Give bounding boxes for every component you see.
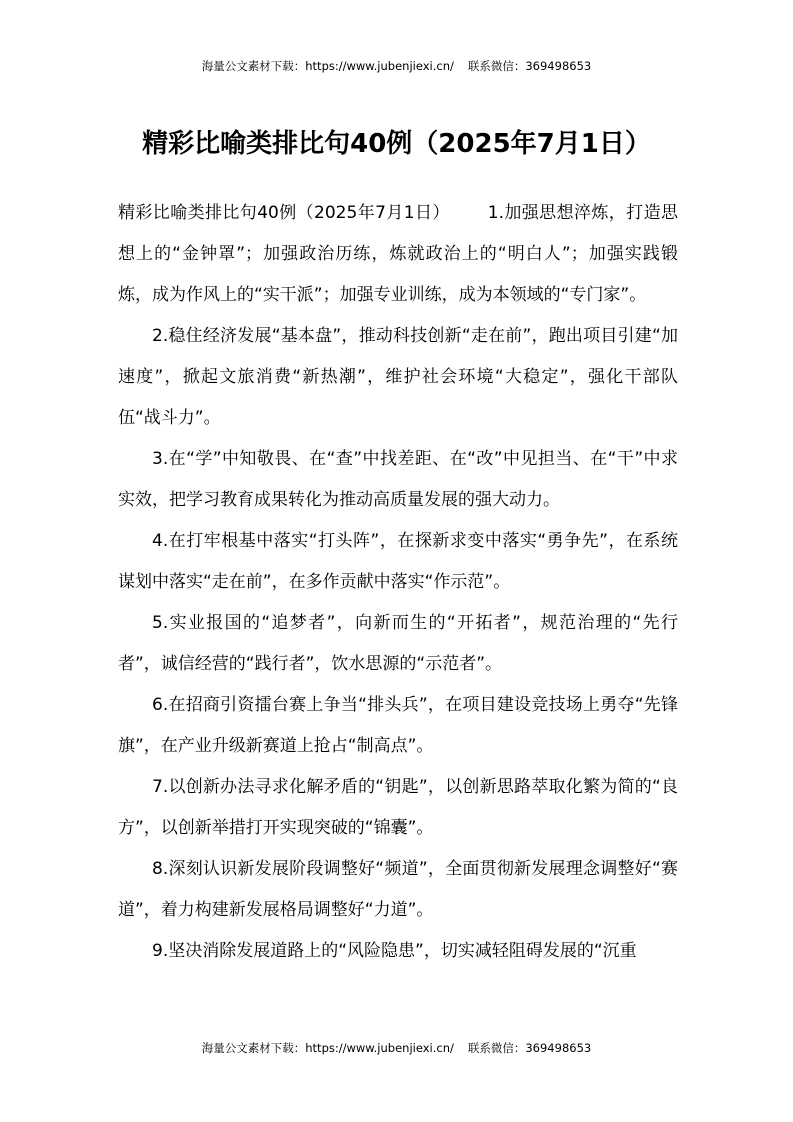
paragraph-7: 7.以创新办法寻求化解矛盾的“钥匙”，以创新思路萃取化繁为简的“良方”，以创新举措打开实现突破的“锦囊”。 [118, 777, 678, 838]
page-footer [0, 1040, 793, 1056]
footer-wechat-text: 联系微信：369498653 [467, 1041, 592, 1055]
paragraph-1 [118, 193, 678, 316]
paragraph-6: 6.在招商引资擂台赛上争当“排头兵”，在项目建设竞技场上勇夺“先锋旗”，在产业升级新赛道上抢占“制高点”。 [118, 695, 678, 756]
document-title: 精彩比喻类排比句40例（2025年7月1日） [142, 129, 651, 159]
paragraph-9: 9.坚决消除发展道路上的“风险隐患”，切实减轻阻碍发展的“沉重 [152, 941, 637, 961]
paragraph-5: 5.实业报国的“追梦者”，向新而生的“开拓者”，规范治理的“先行者”，诚信经营的“践行者”，饮水思源的“示范者”。 [118, 613, 678, 674]
intro-title: 精彩比喻类排比句40例（2025年7月1日） [118, 203, 450, 223]
header-download-text: 海量公文素材下载：https://www.jubenjiexi.cn/ [201, 59, 454, 73]
document-body [118, 193, 678, 972]
paragraph-3: 3.在“学”中知敬畏、在“查”中找差距、在“改”中见担当、在“干”中求实效，把学习教育成果转化为推动高质量发展的强大动力。 [118, 449, 678, 510]
paragraph-2: 2.稳住经济发展“基本盘”，推动科技创新“走在前”，跑出项目引建“加速度”，掀起文旅消费“新热潮”，维护社会环境“大稳定”，强化干部队伍“战斗力”。 [118, 326, 678, 428]
header-wechat-text: 联系微信：369498653 [467, 59, 592, 73]
paragraph-1-text: 1.加强思想淬炼，打造思想上的“金钟罩”；加强政治历练，炼就政治上的“明白人”；加强实践锻炼，成为作风上的“实干派”；加强专业训练，成为本领域的“专门家”。 [118, 203, 678, 305]
footer-download-text: 海量公文素材下载：https://www.jubenjiexi.cn/ [201, 1041, 454, 1055]
paragraph-8: 8.深刻认识新发展阶段调整好“频道”，全面贯彻新发展理念调整好“赛道”，着力构建新发展格局调整好“力道”。 [118, 859, 678, 920]
page-header [0, 58, 793, 74]
paragraph-4: 4.在打牢根基中落实“打头阵”，在探新求变中落实“勇争先”，在系统谋划中落实“走在前”，在多作贡献中落实“作示范”。 [118, 531, 678, 592]
